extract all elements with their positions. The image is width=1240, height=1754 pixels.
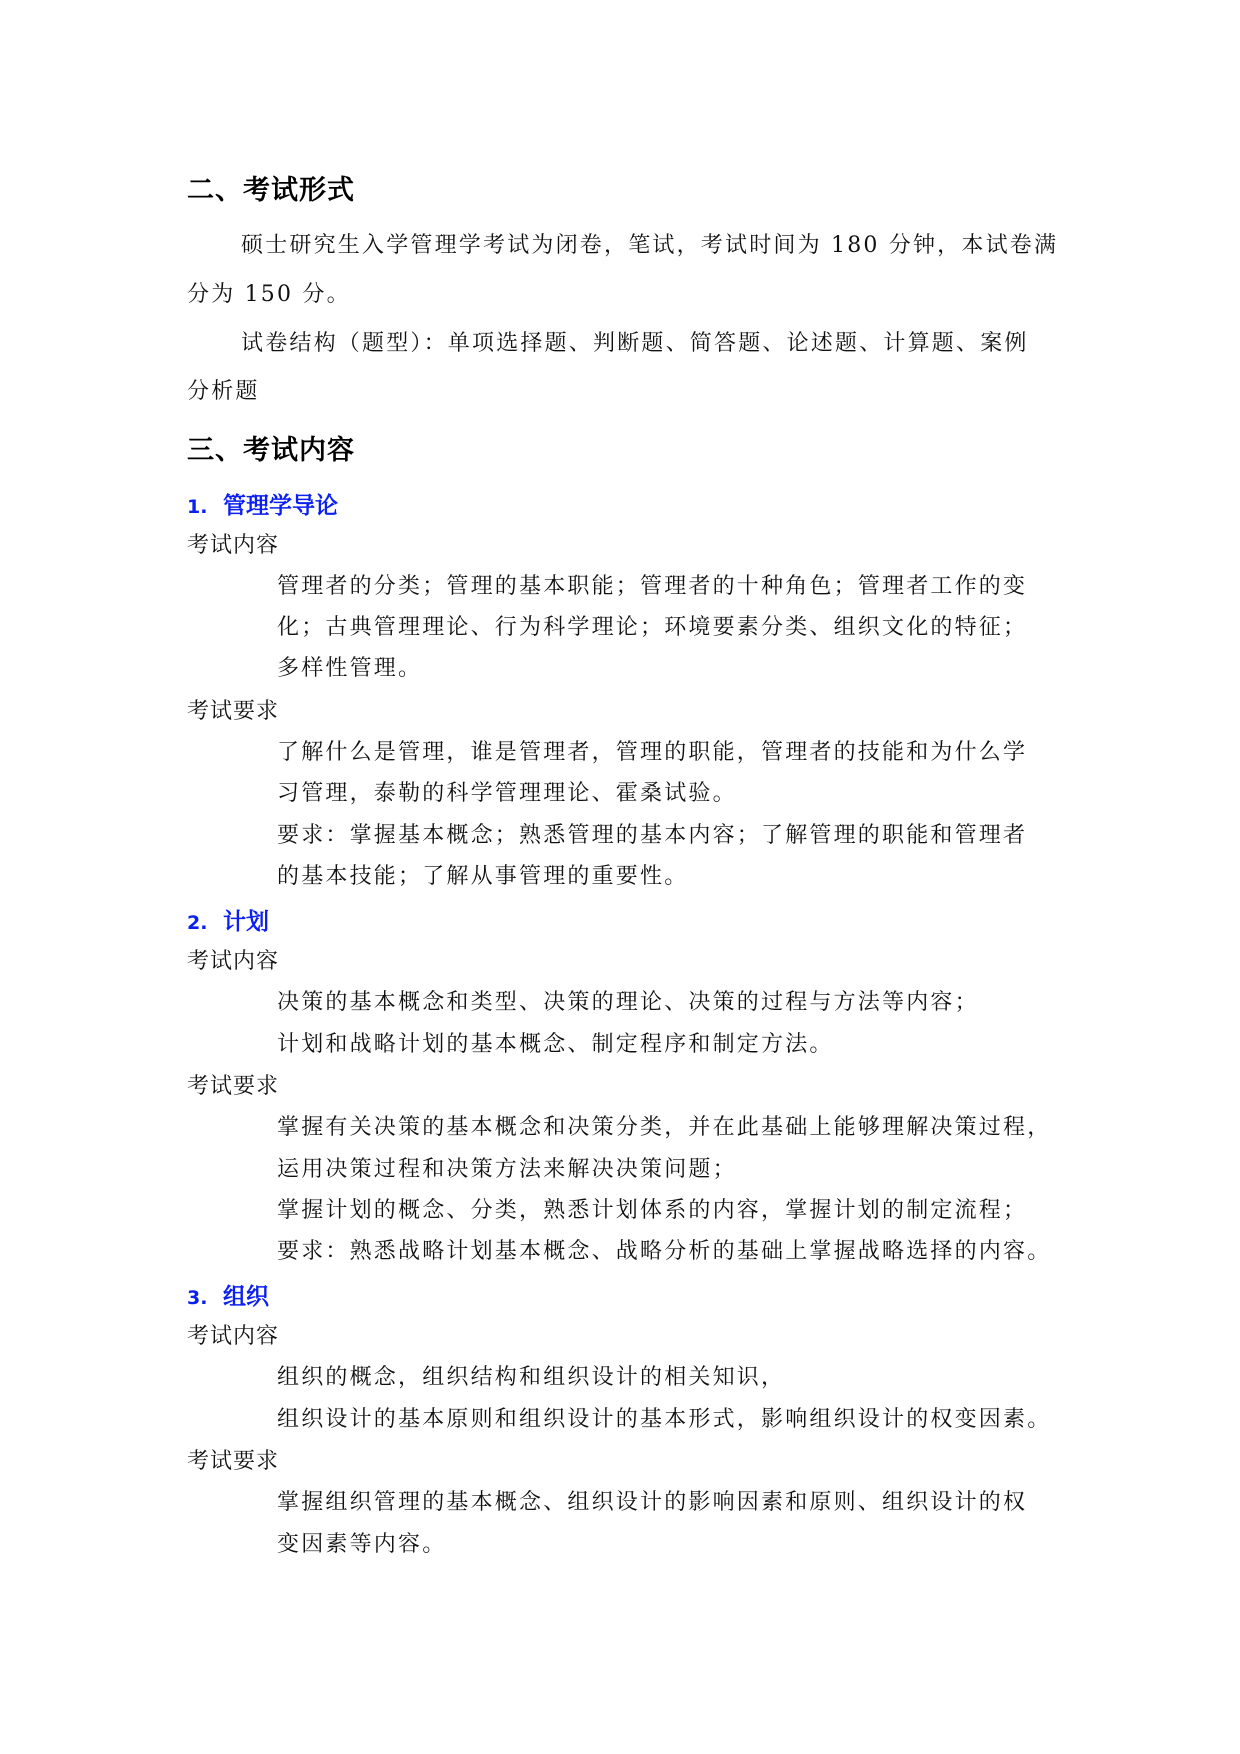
content-line: 计划和战略计划的基本概念、制定程序和制定方法。 [277,1032,834,1057]
topic-number: 1. [187,496,208,518]
content-line: 决策的基本概念和类型、决策的理论、决策的过程与方法等内容； [277,990,979,1015]
requirement-label: 考试要求 [187,1449,280,1474]
topic-title: 管理学导论 [223,493,338,519]
requirement-line: 要求：掌握基本概念；熟悉管理的基本内容；了解管理的职能和管理者 [277,823,1028,848]
content-label: 考试内容 [187,949,280,974]
section-heading-exam-content: 三、考试内容 [187,435,355,466]
requirement-line: 变因素等内容。 [277,1532,447,1557]
content-line: 组织设计的基本原则和组织设计的基本形式，影响组织设计的权变因素。 [277,1407,1052,1432]
paragraph-exam-format-line-2: 分为 150 分。 [187,282,351,307]
requirement-line: 要求：熟悉战略计划基本概念、战略分析的基础上掌握战略选择的内容。 [277,1239,1052,1264]
requirement-line: 运用决策过程和决策方法来解决决策问题； [277,1157,737,1182]
content-label: 考试内容 [187,533,280,558]
requirement-label: 考试要求 [187,1074,280,1099]
content-label: 考试内容 [187,1324,280,1349]
content-line: 多样性管理。 [277,656,423,681]
topic-heading-organizing [187,1278,269,1311]
requirement-label: 考试要求 [187,699,280,724]
requirement-line: 了解什么是管理，谁是管理者，管理的职能，管理者的技能和为什么学 [277,740,1028,765]
topic-number: 3. [187,1287,208,1309]
section-heading-exam-format: 二、考试形式 [187,175,355,206]
topic-title: 组织 [223,1284,269,1310]
content-line: 化；古典管理理论、行为科学理论；环境要素分类、组织文化的特征； [277,615,1028,640]
topic-number: 2. [187,912,208,934]
paragraph-paper-structure-line-1: 试卷结构（题型）：单项选择题、判断题、简答题、论述题、计算题、案例 [241,331,1029,356]
paragraph-paper-structure-line-2: 分析题 [187,379,260,404]
content-line: 管理者的分类；管理的基本职能；管理者的十种角色；管理者工作的变 [277,574,1028,599]
requirement-line: 掌握组织管理的基本概念、组织设计的影响因素和原则、组织设计的权 [277,1490,1028,1515]
requirement-line: 掌握有关决策的基本概念和决策分类，并在此基础上能够理解决策过程， [277,1115,1052,1140]
requirement-line: 习管理，泰勒的科学管理理论、霍桑试验。 [277,781,737,806]
topic-title: 计划 [223,909,269,935]
requirement-line: 掌握计划的概念、分类，熟悉计划体系的内容，掌握计划的制定流程； [277,1198,1028,1223]
topic-heading-management-intro [187,487,338,520]
paragraph-exam-format-line-1: 硕士研究生入学管理学考试为闭卷，笔试，考试时间为 180 分钟，本试卷满 [241,233,1059,258]
content-line: 组织的概念，组织结构和组织设计的相关知识， [277,1365,786,1390]
topic-heading-planning [187,903,269,936]
requirement-line: 的基本技能；了解从事管理的重要性。 [277,864,689,889]
